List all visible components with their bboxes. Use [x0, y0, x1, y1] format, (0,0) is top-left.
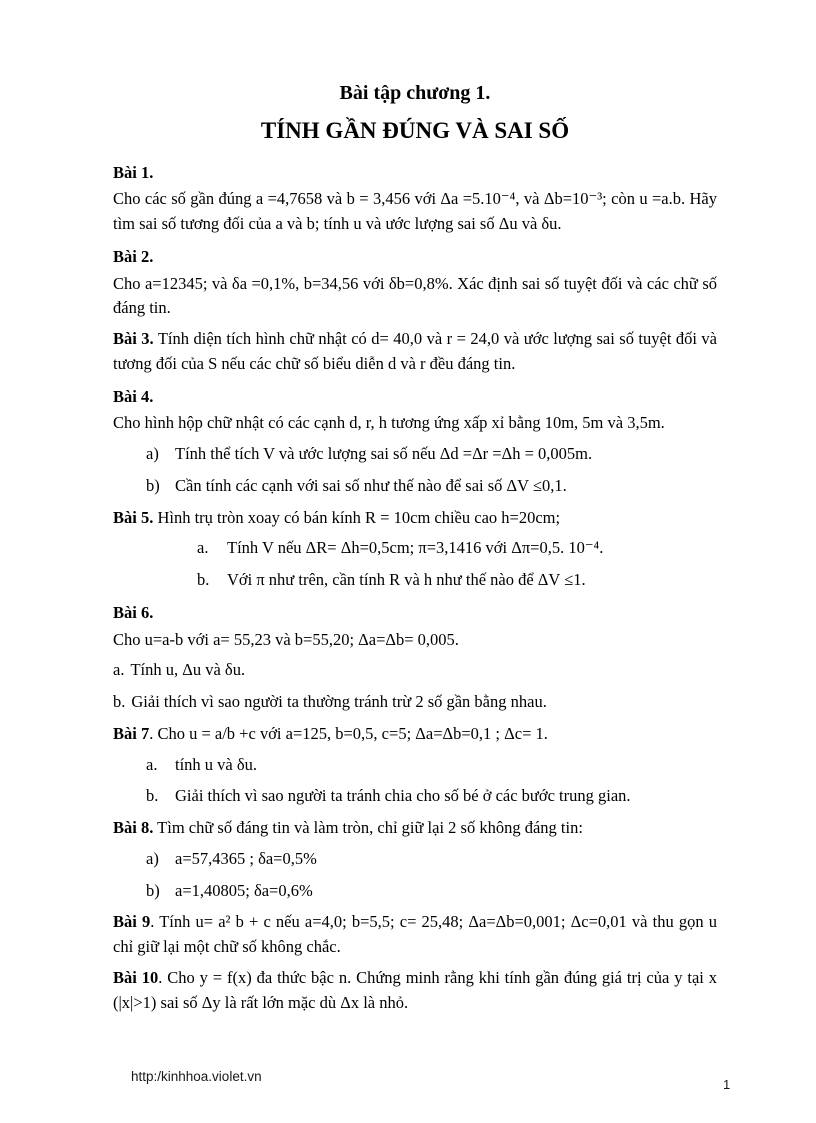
list-item-marker: a. — [113, 660, 125, 680]
document-content — [113, 78, 717, 1021]
exercise-9-body — [113, 910, 717, 960]
exercise-6-item-b — [113, 690, 717, 715]
exercise-8-text: Tìm chữ số đáng tin và làm tròn, chỉ giữ lại 2 số không đáng tin: — [153, 818, 583, 837]
list-item-text: tính u và δu. — [175, 754, 258, 774]
exercise-8-body — [113, 816, 717, 841]
exercise-6-item-a — [113, 658, 717, 683]
exercise-1-heading: Bài 1. — [113, 162, 154, 182]
exercise-5-label: Bài 5. — [113, 507, 154, 527]
exercise-9-text: . Tính u= a² b + c nếu a=4,0; b=5,5; c= 25,48; Δa=Δb=0,001; Δc=0,01 và thu gọn u chỉ giữ lại một chữ số không chắc. — [113, 912, 717, 956]
list-item-marker: b) — [146, 880, 160, 900]
exercise-8-item-b — [113, 879, 717, 904]
exercise-4-item-a — [113, 442, 717, 467]
page-subtitle: TÍNH GẦN ĐÚNG VÀ SAI SỐ — [260, 118, 570, 143]
exercise-8-item-a — [113, 847, 717, 872]
list-item-marker: a) — [146, 444, 159, 463]
exercise-8-label: Bài 8. — [113, 818, 154, 837]
exercise-7-item-a — [113, 753, 717, 778]
exercise-3-label: Bài 3. — [113, 329, 154, 348]
exercise-7-label: Bài 7 — [113, 723, 150, 743]
exercise-5-item-a — [113, 536, 717, 561]
list-item-text: Với π như trên, cần tính R và h như thế nào để ΔV ≤1. — [227, 570, 586, 589]
exercise-6-heading: Bài 6. — [113, 602, 154, 622]
exercise-4-item-b — [113, 474, 717, 499]
list-item-text: Giải thích vì sao người ta thường tránh trừ 2 số gần bằng nhau. — [131, 692, 547, 711]
list-item-marker: b. — [113, 692, 126, 711]
list-item-marker: b. — [146, 786, 159, 806]
exercise-7-item-b — [113, 784, 717, 809]
exercise-7-body — [113, 722, 717, 747]
page-number: 1 — [723, 1077, 731, 1092]
list-item-text: a=1,40805; δa=0,6% — [175, 880, 313, 900]
list-item-text: Tính u, Δu và δu. — [130, 660, 246, 680]
exercise-10-label: Bài 10 — [113, 967, 159, 987]
exercise-10-text: . Cho y = f(x) đa thức bậc n. Chứng minh rằng khi tính gần đúng giá trị của y tại x (|x|>1) sai số Δy là rất lớn mặc dù Δx là nhỏ. — [113, 967, 717, 1012]
exercise-10-body — [113, 966, 717, 1016]
list-item-marker: a. — [146, 754, 158, 774]
list-item-text: Tính thể tích V và ước lượng sai số nếu Δd =Δr =Δh = 0,005m. — [175, 444, 593, 463]
list-item-text: Tính V nếu ΔR= Δh=0,5cm; π=3,1416 với Δπ=0,5. 10⁻⁴. — [227, 538, 604, 558]
list-item-marker: a) — [146, 848, 159, 868]
list-item-marker: b. — [197, 570, 210, 589]
list-item-text: a=57,4365 ; δa=0,5% — [175, 848, 317, 868]
exercise-6-body: Cho u=a-b với a= 55,23 và b=55,20; Δa=Δb= 0,005. — [113, 629, 459, 649]
list-item-marker: b) — [146, 475, 160, 495]
exercise-5-text: Hình trụ tròn xoay có bán kính R = 10cm chiều cao h=20cm; — [153, 507, 561, 527]
exercise-2-heading: Bài 2. — [113, 246, 154, 266]
page-title: Bài tập chương 1. — [339, 82, 491, 104]
footer-url: http:/kinhhoa.violet.vn — [131, 1069, 262, 1084]
list-item-text: Giải thích vì sao người ta tránh chia cho số bé ở các bước trung gian. — [175, 786, 631, 806]
exercise-3-text: Tính diện tích hình chữ nhật có d= 40,0 và r = 24,0 và ước lượng sai số tuyệt đối và tương đối của S nếu các chữ số biểu diễn d và r đều đáng tin. — [113, 329, 717, 373]
list-item-text: Cần tính các cạnh với sai số như thế nào để sai số ΔV ≤0,1. — [175, 475, 567, 495]
exercise-9-label: Bài 9 — [113, 912, 151, 932]
exercise-4-body: Cho hình hộp chữ nhật có các cạnh d, r, h tương ứng xấp xỉ bằng 10m, 5m và 3,5m. — [113, 413, 665, 433]
exercise-5-body — [113, 506, 717, 531]
exercise-1-body: Cho các số gần đúng a =4,7658 và b = 3,456 với Δa =5.10⁻⁴, và Δb=10⁻³; còn u =a.b. Hãy tìm sai số tương đối của a và b; tính u và ước lượng sai số Δu và δu. — [113, 189, 717, 233]
exercise-5-item-b — [113, 568, 717, 593]
exercise-3-body — [113, 327, 717, 377]
list-item-marker: a. — [197, 538, 209, 558]
exercise-4-heading: Bài 4. — [113, 386, 154, 406]
exercise-7-text: . Cho u = a/b +c với a=125, b=0,5, c=5; Δa=Δb=0,1 ; Δc= 1. — [149, 723, 548, 743]
exercise-2-body: Cho a=12345; và δa =0,1%, b=34,56 với δb=0,8%. Xác định sai số tuyệt đối và các chữ số đáng tin. — [113, 273, 717, 318]
